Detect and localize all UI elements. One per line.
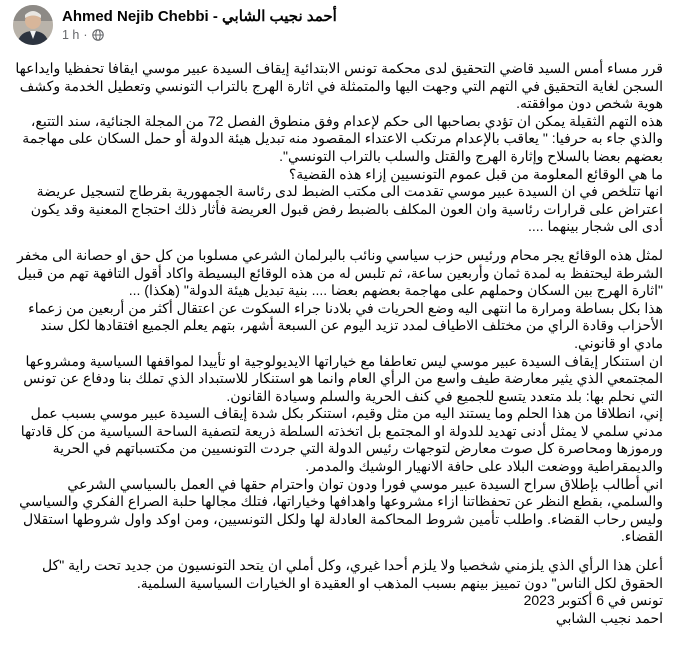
separator-dot: · — [83, 28, 88, 42]
post-body — [10, 60, 663, 627]
post-meta — [62, 28, 104, 42]
post-header — [0, 0, 675, 52]
post-paragraph: هذا بكل بساطة ومرارة ما انتهى اليه وضع الحريات في بلادنا جراء السكوت عن اعتقال أكثر من أربعين من زعماء الأحزاب وقادة الراي من مختلف الاطياف لمدد تزيد اليوم عن السبعة أشهر، بتهم يعلم الجميع افتقادها لكل سند مادي او قانوني. — [28, 299, 663, 351]
post-paragraph: أعلن هذا الرأي الذي يلزمني شخصيا ولا يلزم أحدا غيري، وكل أملي ان يتحد التونسيون من جديد تحت راية "كل الحقوق لكل الناس" دون تمييز بينهم بسبب المذهب او العقيدة او الخيارات السياسية السلمية. — [41, 557, 663, 591]
post-paragraph: هذه التهم الثقيلة يمكن ان تؤدي بصاحبها الى حكم لإعدام وفق منطوق الفصل 72 من المجلة الجنائية، سند التتبع، والذي جاء به حرفيا: " يعاقب بالإعدام مرتكب الاعتداء المقصود منه تبديل هيئة الدولة أو حمل السكان على مهاجمة بعضهم بعضا بالسلاح وإثارة الهرج والقتل والسلب بالتراب التونسي". — [22, 112, 663, 164]
post-paragraph: تونس في 6 أكتوبر 2023 — [523, 592, 663, 609]
post-time[interactable]: 1 h — [62, 28, 80, 42]
globe-icon[interactable] — [92, 29, 104, 41]
post-paragraph: ان استنكار إيقاف السيدة عبير موسي ليس تعاطفا مع خياراتها الايديولوجية او تأييدا لمواقفها السياسية ومشروعها المجتمعي الذي يثير معارضة طيف واسع من الرأي العام وانما هو استنكار للاستبداد الذي تملك بنا ودفاع عن تونس التي نحلم بها: بلد متعدد يتسع للجميع في كنف الحرية والسلم وسيادة القانون. — [23, 352, 663, 404]
avatar[interactable] — [13, 5, 53, 45]
post-paragraph: احمد نجيب الشابي — [555, 609, 663, 626]
post-paragraph: إني، انطلاقا من هذا الحلم وما يستند اليه من مثل وقيم، استنكر بكل شدة إيقاف السيدة عبير موسي بسبب عمل مدني سلمي لا يمثل أدنى تهديد للدولة او المجتمع بل اتخذته السلطة ذريعة لتصفية الساحة السياسية من كل قادتها ورموزها ومحاصرة كل صوت معارض لتوجهات رئيس الدولة التي جردت التونسيين من مكتسباتهم في الحرية والديمقراطية ووضعت البلاد على حافة الانهيار الوشيك والمدمر. — [20, 405, 663, 475]
author-name[interactable]: Ahmed Nejib Chebbi - أحمد نجيب الشابي — [62, 8, 337, 25]
post-paragraph: ما هي الوقائع المعلومة من قبل عموم التونسيين إزاء هذه القضية؟ — [288, 165, 663, 182]
post-paragraph: اني أطالب بإطلاق سراح السيدة عبير موسي فورا ودون توان واحترام حقها في العمل بالسياسي الشرعي والسلمي، بقطع النظر عن تحفظاتنا ازاء مشروعها واهدافها وخياراتها، فتلك مجالها حلبة الصراع الفكري والسياسي وليس رحاب القضاء. واطلب تأمين شروط المحاكمة العادلة لها ولكل التونسيين، ومن اوكد واول شروطها استقلال القضاء. — [19, 475, 663, 545]
post-paragraph: لمثل هذه الوقائع يجر محام ورئيس حزب سياسي ونائب بالبرلمان الشرعي مسلوبا من كل حق او حصانة الى مخفر الشرطة ليحتفظ به لمدة ثمان وأربعين ساعة، ثم تلبس له من هذه الوقائع البسيطة واكاد أقول التافهة تهم من قبيل "اثارة الهرج بين السكان وحملهم على مهاجمة بعضهم بعضا .... بنية تبديل هيئة الدولة" (هكذا) ... — [16, 246, 663, 299]
post-paragraph: قرر مساء أمس السيد قاضي التحقيق لدى محكمة تونس الابتدائية إيقاف السيدة عبير موسي ايقافا تحفظيا وايداعها السجن لغاية التحقيق في التهم التي وجهت اليها والمتمثلة في اثارة الهرج بالتراب التونسي وتعطيل الخدمة وكشف هوية شخص دون موافقته. — [15, 60, 663, 112]
post-paragraph: انها تتلخص في ان السيدة عبير موسي تقدمت الى مكتب الضبط لدى رئاسة الجمهورية بقرطاج لتسجيل عريضة اعتراض على قرارات رئاسية وان العون المكلف بالضبط رفض قبول العريضة فأثار ذلك احتجاج المعنية وقد يكون أدى الى شجار بينهما .... — [30, 183, 663, 235]
